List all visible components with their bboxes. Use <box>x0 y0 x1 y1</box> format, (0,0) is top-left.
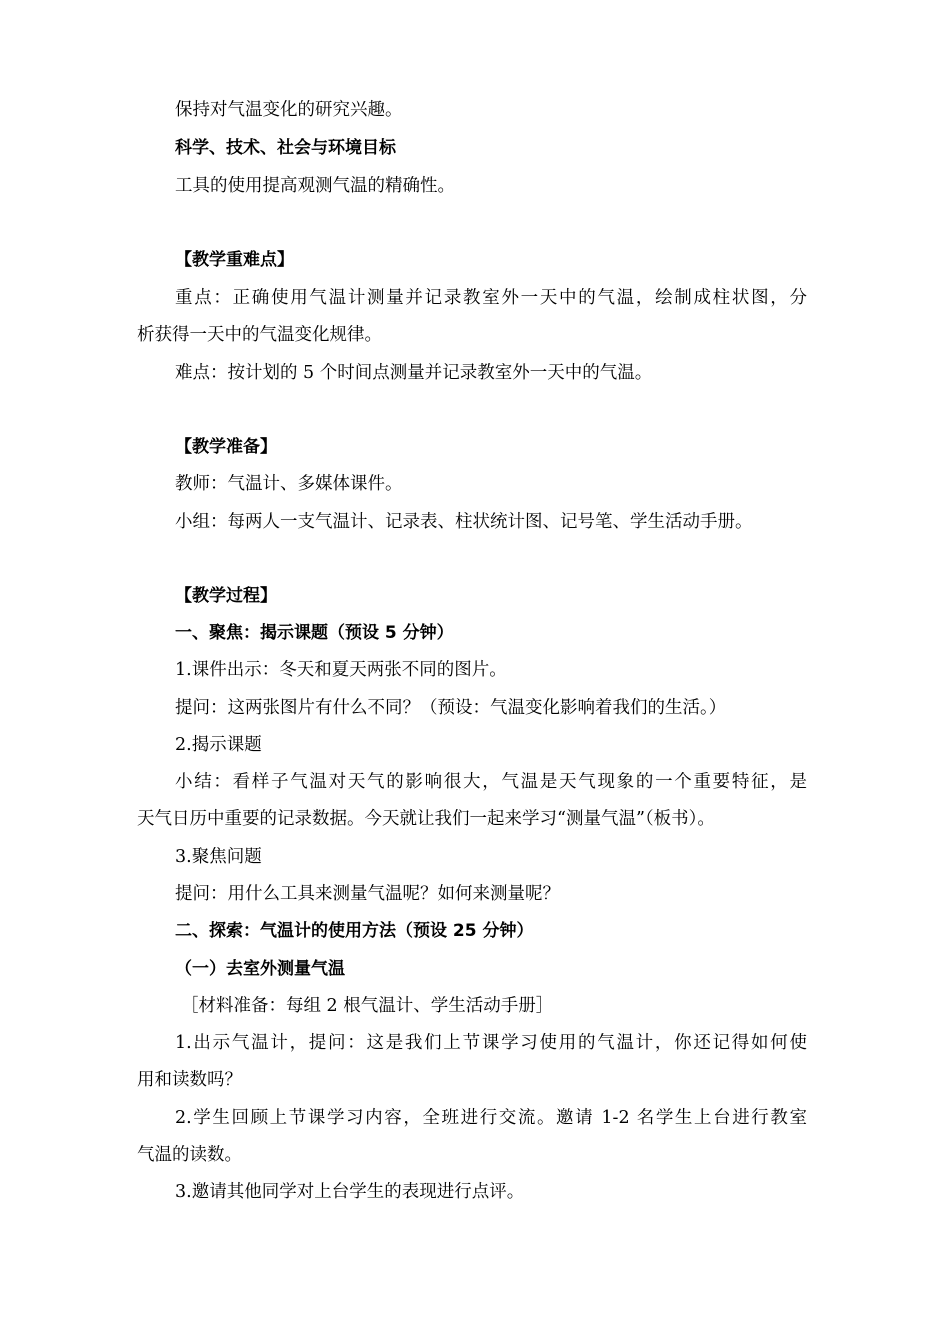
paragraph-line: 1.课件出示：冬天和夏天两张不同的图片。 <box>175 660 507 680</box>
section-heading: 科学、技术、社会与环境目标 <box>175 138 396 158</box>
paragraph-line: 天气日历中重要的记录数据。今天就让我们一起来学习“测量气温”（板书）。 <box>137 809 715 829</box>
paragraph-line: 1.出示气温计，提问：这是我们上节课学习使用的气温计，你还记得如何使 <box>175 1033 807 1053</box>
paragraph-line: 2.揭示课题 <box>175 735 262 755</box>
subsection-heading: 一、聚焦：揭示课题（预设 5 分钟） <box>175 623 454 643</box>
subsection-heading: 二、探索：气温计的使用方法（预设 25 分钟） <box>175 921 534 941</box>
paragraph-line: 3.聚焦问题 <box>175 847 262 867</box>
paragraph-line: 用和读数吗？ <box>137 1070 242 1090</box>
paragraph-line: 保持对气温变化的研究兴趣。 <box>175 100 403 120</box>
paragraph-line: 2.学生回顾上节课学习内容，全班进行交流。邀请 1-2 名学生上台进行教室 <box>175 1108 807 1128</box>
section-heading: 【教学重难点】 <box>175 250 294 270</box>
section-heading: 【教学准备】 <box>175 437 277 457</box>
paragraph-line: 重点：正确使用气温计测量并记录教室外一天中的气温，绘制成柱状图，分 <box>175 288 807 308</box>
paragraph-line: 提问：用什么工具来测量气温呢？如何来测量呢？ <box>175 884 560 904</box>
paragraph-line: 提问：这两张图片有什么不同？（预设：气温变化影响着我们的生活。） <box>175 698 727 718</box>
paragraph-line: 工具的使用提高观测气温的精确性。 <box>175 176 455 196</box>
section-heading: 【教学过程】 <box>175 586 277 606</box>
subsection-heading: （一）去室外测量气温 <box>175 959 345 979</box>
paragraph-line: 3.邀请其他同学对上台学生的表现进行点评。 <box>175 1182 525 1202</box>
paragraph-line: 析获得一天中的气温变化规律。 <box>137 325 382 345</box>
paragraph-line: 难点：按计划的 5 个时间点测量并记录教室外一天中的气温。 <box>175 363 653 383</box>
paragraph-line: 小结：看样子气温对天气的影响很大，气温是天气现象的一个重要特征，是 <box>175 772 807 792</box>
paragraph-line: 教师：气温计、多媒体课件。 <box>175 474 403 494</box>
paragraph-line: 小组：每两人一支气温计、记录表、柱状统计图、记号笔、学生活动手册。 <box>175 512 753 532</box>
paragraph-line: ［材料准备：每组 2 根气温计、学生活动手册］ <box>181 996 554 1016</box>
paragraph-line: 气温的读数。 <box>137 1145 242 1165</box>
